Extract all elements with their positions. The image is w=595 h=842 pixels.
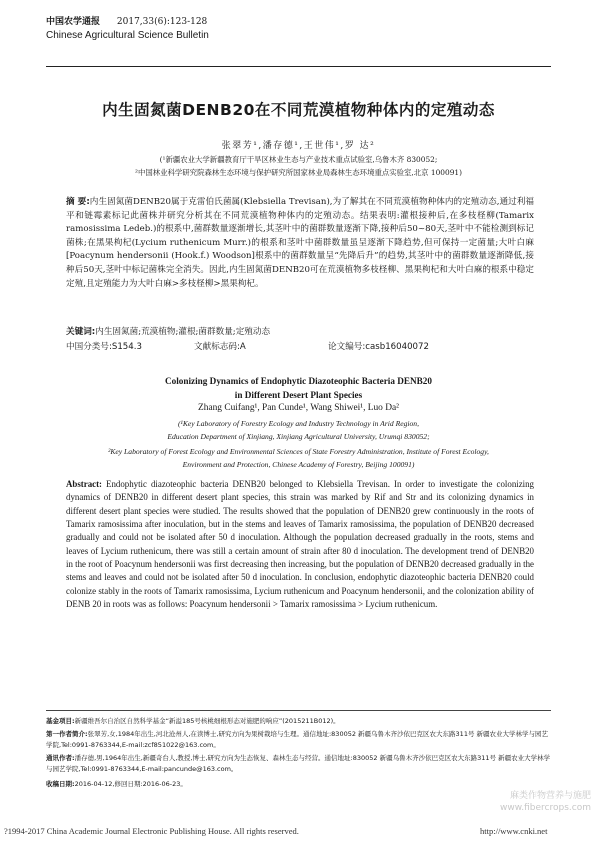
- header-rule: [46, 66, 551, 67]
- copyright-text: ?1994-2017 China Academic Journal Electronic Publishing House. All rights reserved.: [4, 826, 299, 836]
- footnote-first-author: [46, 729, 551, 751]
- abstract-cn-text: 内生固氮菌DENB20属于克雷伯氏菌属(Klebsiella Trevisan),为了解其在不同荒漠植物种体内的定殖动态,通过利福平和链霉素标记此菌株并研究分析其在不同荒漠植物种体内的定殖动态。结果表明:灌根接种后,在多枝柽柳(Tamarix ramosissima Ledeb.)的根系中,菌群数量逐渐增长,其茎叶中的菌群数量逐渐下降,接种后50~80天,茎叶中不能检测到标记菌株;在黑果枸杞(Lycium ruthenicum Murr.)的根系和茎叶中菌群数量虽呈逐渐下降趋势,但可保持一定菌量;大叶白麻[Poacynum hendersonii (Hook.f.) Woodson]根系中的菌群数量呈“先降后升”的趋势,其茎叶中的菌群数量逐渐降低,接种后50天,茎叶中标记菌株完全消失。因此,内生固氮菌DENB20可在荒漠植物多枝柽柳、黑果枸杞和大叶白麻的根系中稳定定殖,且定殖能力为大叶白麻>多枝柽柳>黑果枸杞。: [66, 197, 534, 289]
- title-en-line-1: Colonizing Dynamics of Endophytic Diazoteophic Bacteria DENB20: [165, 376, 432, 386]
- abstract-cn: [66, 196, 534, 291]
- corresponding-text: 潘存德,男,1964年出生,新疆奇台人,教授,博士,研究方向为生态恢复、森林生态与经营。通信地址:830052 新疆乌鲁木齐沙依巴克区农大东路311号 新疆农业大学林学与园艺学院,Tel:0991-8763344,E-mail:pancunde@163.com。: [46, 754, 551, 773]
- affiliation-cn-1: (¹新疆农业大学新疆教育厅干旱区林业生态与产业技术重点试验室,乌鲁木齐 830052;: [159, 155, 438, 164]
- affiliation-en-4: Environment and Protection, Chinese Academy of Forestry, Beijing 100091): [182, 460, 415, 469]
- site-watermark: [496, 790, 591, 814]
- footnote-rule: [46, 710, 551, 711]
- keywords-cn-text: 内生固氮菌;荒漠植物;灌根;菌群数量;定殖动态: [95, 327, 271, 337]
- document-code: 文献标志码:A: [194, 342, 246, 352]
- abstract-cn-label: 摘 要:: [66, 197, 90, 207]
- journal-name-cn: 中国农学通报: [46, 17, 101, 27]
- affiliation-cn-2: ²中国林业科学研究院森林生态环境与保护研究所国家林业局森林生态环境重点实验室,北京 100091): [135, 168, 462, 177]
- watermark-line-2: www.fibercrops.com: [500, 803, 591, 813]
- footnote-corresponding: [46, 753, 551, 775]
- first-author-text: 张翠芳,女,1984年出生,河北沧州人,在读博士,研究方向为果树栽培与生理。通信地址:830052 新疆乌鲁木齐沙依巴克区农大东路311号 新疆农业大学林学与园艺学院,Tel:0991-8763344,E-mail:zcf851022@163.com。: [46, 730, 549, 749]
- dates-text: 2016-04-12,修回日期:2016-06-23。: [74, 780, 187, 788]
- journal-header: [46, 14, 551, 41]
- first-author-label: 第一作者简介:: [46, 730, 88, 738]
- footnote-dates: [46, 779, 551, 790]
- affiliation-en-3: ²Key Laboratory of Forest Ecology and Environmental Sciences of State Forestry Administration, Institute of Forest Ecology,: [108, 447, 489, 456]
- title-cn: 内生固氮菌DENB20在不同荒漠植物种体内的定殖动态: [102, 101, 495, 119]
- affiliation-en-1: (¹Key Laboratory of Forestry Ecology and Industry Technology in Arid Region,: [178, 419, 419, 428]
- fund-text: 新疆维吾尔自治区自然科学基金“新溢185号核桃细根形态对施肥的响应”(2015211B012)。: [74, 717, 340, 725]
- clc-number: 中国分类号:S154.3: [66, 342, 142, 352]
- footnote-fund: [46, 716, 551, 727]
- cnki-link[interactable]: http://www.cnki.net: [480, 826, 548, 836]
- abstract-en: [66, 478, 534, 611]
- authors-en: Zhang Cuifang¹, Pan Cunde¹, Wang Shiwei¹, Luo Da²: [198, 403, 399, 413]
- citation: 2017,33(6):123-128: [116, 17, 208, 27]
- abstract-en-text: Endophytic diazoteophic bacteria DENB20 belonged to Klebsiella Trevisan. In order to investigate the colonizing dynamics of DENB20 in different desert plant species, this strain was marked by Rif and Str and its colonizing dynamics in different desert plant species were studied. The results showed that the population of DENB20 grew continuously in the roots of Tamarix ramosissima after inoculation, but in the stems and leaves of Tamarix ramosissima, the population of DENB20 decreased gradually and could not be isolated after 50 d inoculation. Although the population decreased gradually in the roots, stems and leaves of Lycium ruthenicum, there was still a certain amount of strain after 80 d inoculation. The development trend of DENB20 in the root of Poacynum hendersonii was first decreasing then increasing, but the population of DENB20 decreased gradually in the stems and leaves and could not be isolated after 50 d inoculation. In conclusion, endophytic diazoteophic bacteria DENB20 could colonize stably in the roots of Tamarix ramosissima, Lycium ruthenicum and Poacynum hendersonii, and the colonization ability of DENB 20 in roots was as follows: Poacynum hendersonii > Tamarix ramosissima > Lycium ruthenicum.: [66, 479, 534, 610]
- dates-label: 收稿日期:: [46, 780, 75, 788]
- paper-number: 论文编号:casb16040072: [328, 342, 429, 352]
- journal-name-en: Chinese Agricultural Science Bulletin: [46, 30, 209, 41]
- authors-cn: 张翠芳¹,潘存德¹,王世伟¹,罗 达²: [221, 141, 376, 151]
- watermark-line-1: 麻类作物营养与施肥: [509, 791, 591, 801]
- abstract-en-label: Abstract:: [66, 479, 102, 489]
- keywords-cn: [66, 325, 534, 337]
- affiliation-en-2: Education Department of Xinjiang, Xinjiang Agricultural University, Urumqi 830052;: [167, 432, 430, 441]
- fund-label: 基金项目:: [46, 717, 75, 725]
- title-en-line-2: in Different Desert Plant Species: [234, 390, 363, 400]
- keywords-cn-label: 关键词:: [66, 327, 96, 337]
- corresponding-label: 通讯作者:: [46, 754, 75, 762]
- title-en: [46, 374, 551, 402]
